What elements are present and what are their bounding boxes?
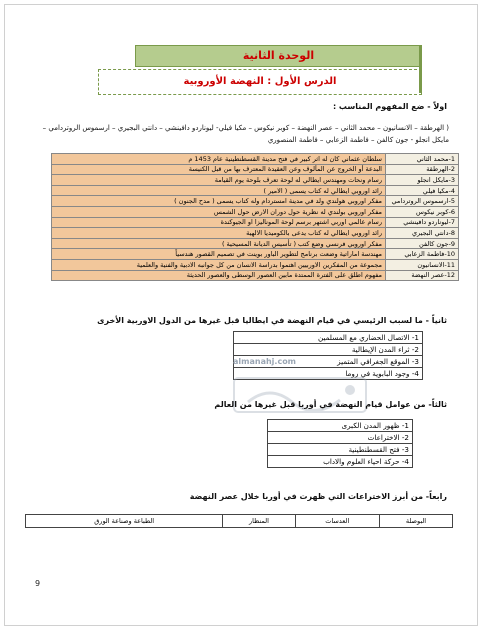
- concept-definition: مهندسة اماراتية وضعت برنامج لتطوير الباور بوينت في تصميم القصور هندسياً: [52, 249, 386, 260]
- invention-cell: البوصلة: [379, 515, 452, 528]
- concept-definition: مفكر اوروبي هولندي ولد في مدينة امستردام وله كتاب يسمى ( مدح الجنون ): [52, 196, 386, 207]
- invention-cell: المنظار: [223, 515, 295, 528]
- table-row: [52, 259, 459, 270]
- concept-definition: رائد اوروبي ايطالي له كتاب يسمى ( الامير ): [52, 185, 386, 196]
- concept-term: 11-الانسانيون: [386, 259, 459, 270]
- table-row: [52, 154, 459, 165]
- table-row: [52, 185, 459, 196]
- concept-definition: البدعة أو الخروج عن المألوف وعن العقيدة المعترف بها من قبل الكنيسة: [52, 164, 386, 175]
- concept-definition: رسام ونحات ومهندس ايطالي له لوحة تعرف بلوحة يوم القيامة: [52, 175, 386, 186]
- concept-term: 2-الهرطقة: [386, 164, 459, 175]
- concept-term: 5-ارسموس الروتردامي: [386, 196, 459, 207]
- watermark-logo: [230, 360, 370, 418]
- concept-term: 10-فاطمة الزعابي: [386, 249, 459, 260]
- section3-heading: ثالثاً- من عوامل قيام النهضة في أوربا قبل غيرها من العالم: [214, 400, 447, 409]
- table-row: [52, 164, 459, 175]
- invention-cell: العدسات: [295, 515, 379, 528]
- table-row: [52, 206, 459, 217]
- concept-definition: مفهوم اطلق على الفترة الممتدة مابين العصور الوسطى والعصور الحديثة: [52, 270, 386, 281]
- table-row: [52, 238, 459, 249]
- concept-term: 1-محمد الثاني: [386, 154, 459, 165]
- concept-definition: مفكر اوروبي فرنسي وضع كتب ( تأسيس الديانة المسيحية ): [52, 238, 386, 249]
- concept-definition: سلطان عثماني كان له اثر كبير في فتح مدينة القسطنطينية عام 1453 م: [52, 154, 386, 165]
- concept-definition: مجموعة من المفكرين الاوربيين اهتموا بدراسة الانسان من كل جوانبه الادبية والفنية والعلمية: [52, 259, 386, 270]
- concept-term: 3-مايكل انجلو: [386, 175, 459, 186]
- unit-title: الوحدة الثانية: [135, 45, 422, 67]
- table-row: [52, 217, 459, 228]
- table-row: [52, 270, 459, 281]
- concept-definition: رسام عالمي اوربي اشتهر برسم لوحة الموناليزا او الجيوكندة: [52, 217, 386, 228]
- list-item: 3- فتح القسطنطينية: [268, 444, 412, 456]
- concept-term: 4-مكيا فيلي: [386, 185, 459, 196]
- page-number: 9: [35, 579, 41, 588]
- table-row: [52, 196, 459, 207]
- list-item: 1- ظهور المدن الكبرى: [268, 420, 412, 432]
- concept-term: 9-جون كالفن: [386, 238, 459, 249]
- concepts-table: [51, 153, 459, 281]
- concept-definition: مفكر اوروبي بولندي له نظرية حول دوران الارض حول الشمس: [52, 206, 386, 217]
- invention-cell: الطباعة وصناعة الورق: [26, 515, 223, 528]
- concept-term: 6-كوبر نيكوس: [386, 206, 459, 217]
- watermark-url: almanahj.com: [233, 357, 297, 366]
- section4-heading: رابعاً- من أبرز الاختراعات التي ظهرت في أوربا خلال عصر النهضة: [189, 492, 447, 501]
- list-item: 3- الموقع الجغرافي المتميز: [234, 356, 422, 368]
- list-item: 4- وجود البابوية في روما: [345, 369, 419, 378]
- section3-list: [267, 419, 413, 468]
- table-row: [52, 175, 459, 186]
- inventions-table: [25, 514, 453, 528]
- concept-definition: رائد اوروبي ايطالي له كتاب يدعى بالكوميديا الالهية: [52, 228, 386, 239]
- list-item: 4- حركة احياء العلوم والاداب: [323, 457, 409, 466]
- list-item: 2- الاختراعات: [268, 432, 412, 444]
- list-item: 2- ثراء المدن الإيطالية: [234, 344, 422, 356]
- lesson-title-box: [98, 69, 422, 95]
- section2-heading: ثانياً - ما لسبب الرئيسي في قيام النهضة في ايطاليا قبل غيرها من الدول الاوربية الأخرى: [97, 316, 447, 325]
- table-row: [52, 228, 459, 239]
- section1-heading: اولاً - ضع المفهوم المناسب :: [332, 102, 447, 111]
- table-row: [52, 249, 459, 260]
- concept-term: 8-دانتي البجيري: [386, 228, 459, 239]
- concept-term: 12-عصر النهضة: [386, 270, 459, 281]
- lesson-title: الدرس الأول : النهضة الأوروبية: [183, 76, 337, 87]
- document-page: [4, 4, 478, 626]
- word-bank: ( الهرطقة – الانسانيون – محمد الثاني – عصر النهضة – كوبر نيكوس – مكيا فيلي- ليوناردو دافينشي – دانتي البجيري – ارسموس الروتردامي – مايكل انجلو - جون كالفن – فاطمة الزعابي – فاطمة المنصوري: [42, 124, 449, 144]
- concept-term: 7-ليوناردو دافينشي: [386, 217, 459, 228]
- list-item: 1- الاتصال الحضاري مع المسلمين: [234, 332, 422, 344]
